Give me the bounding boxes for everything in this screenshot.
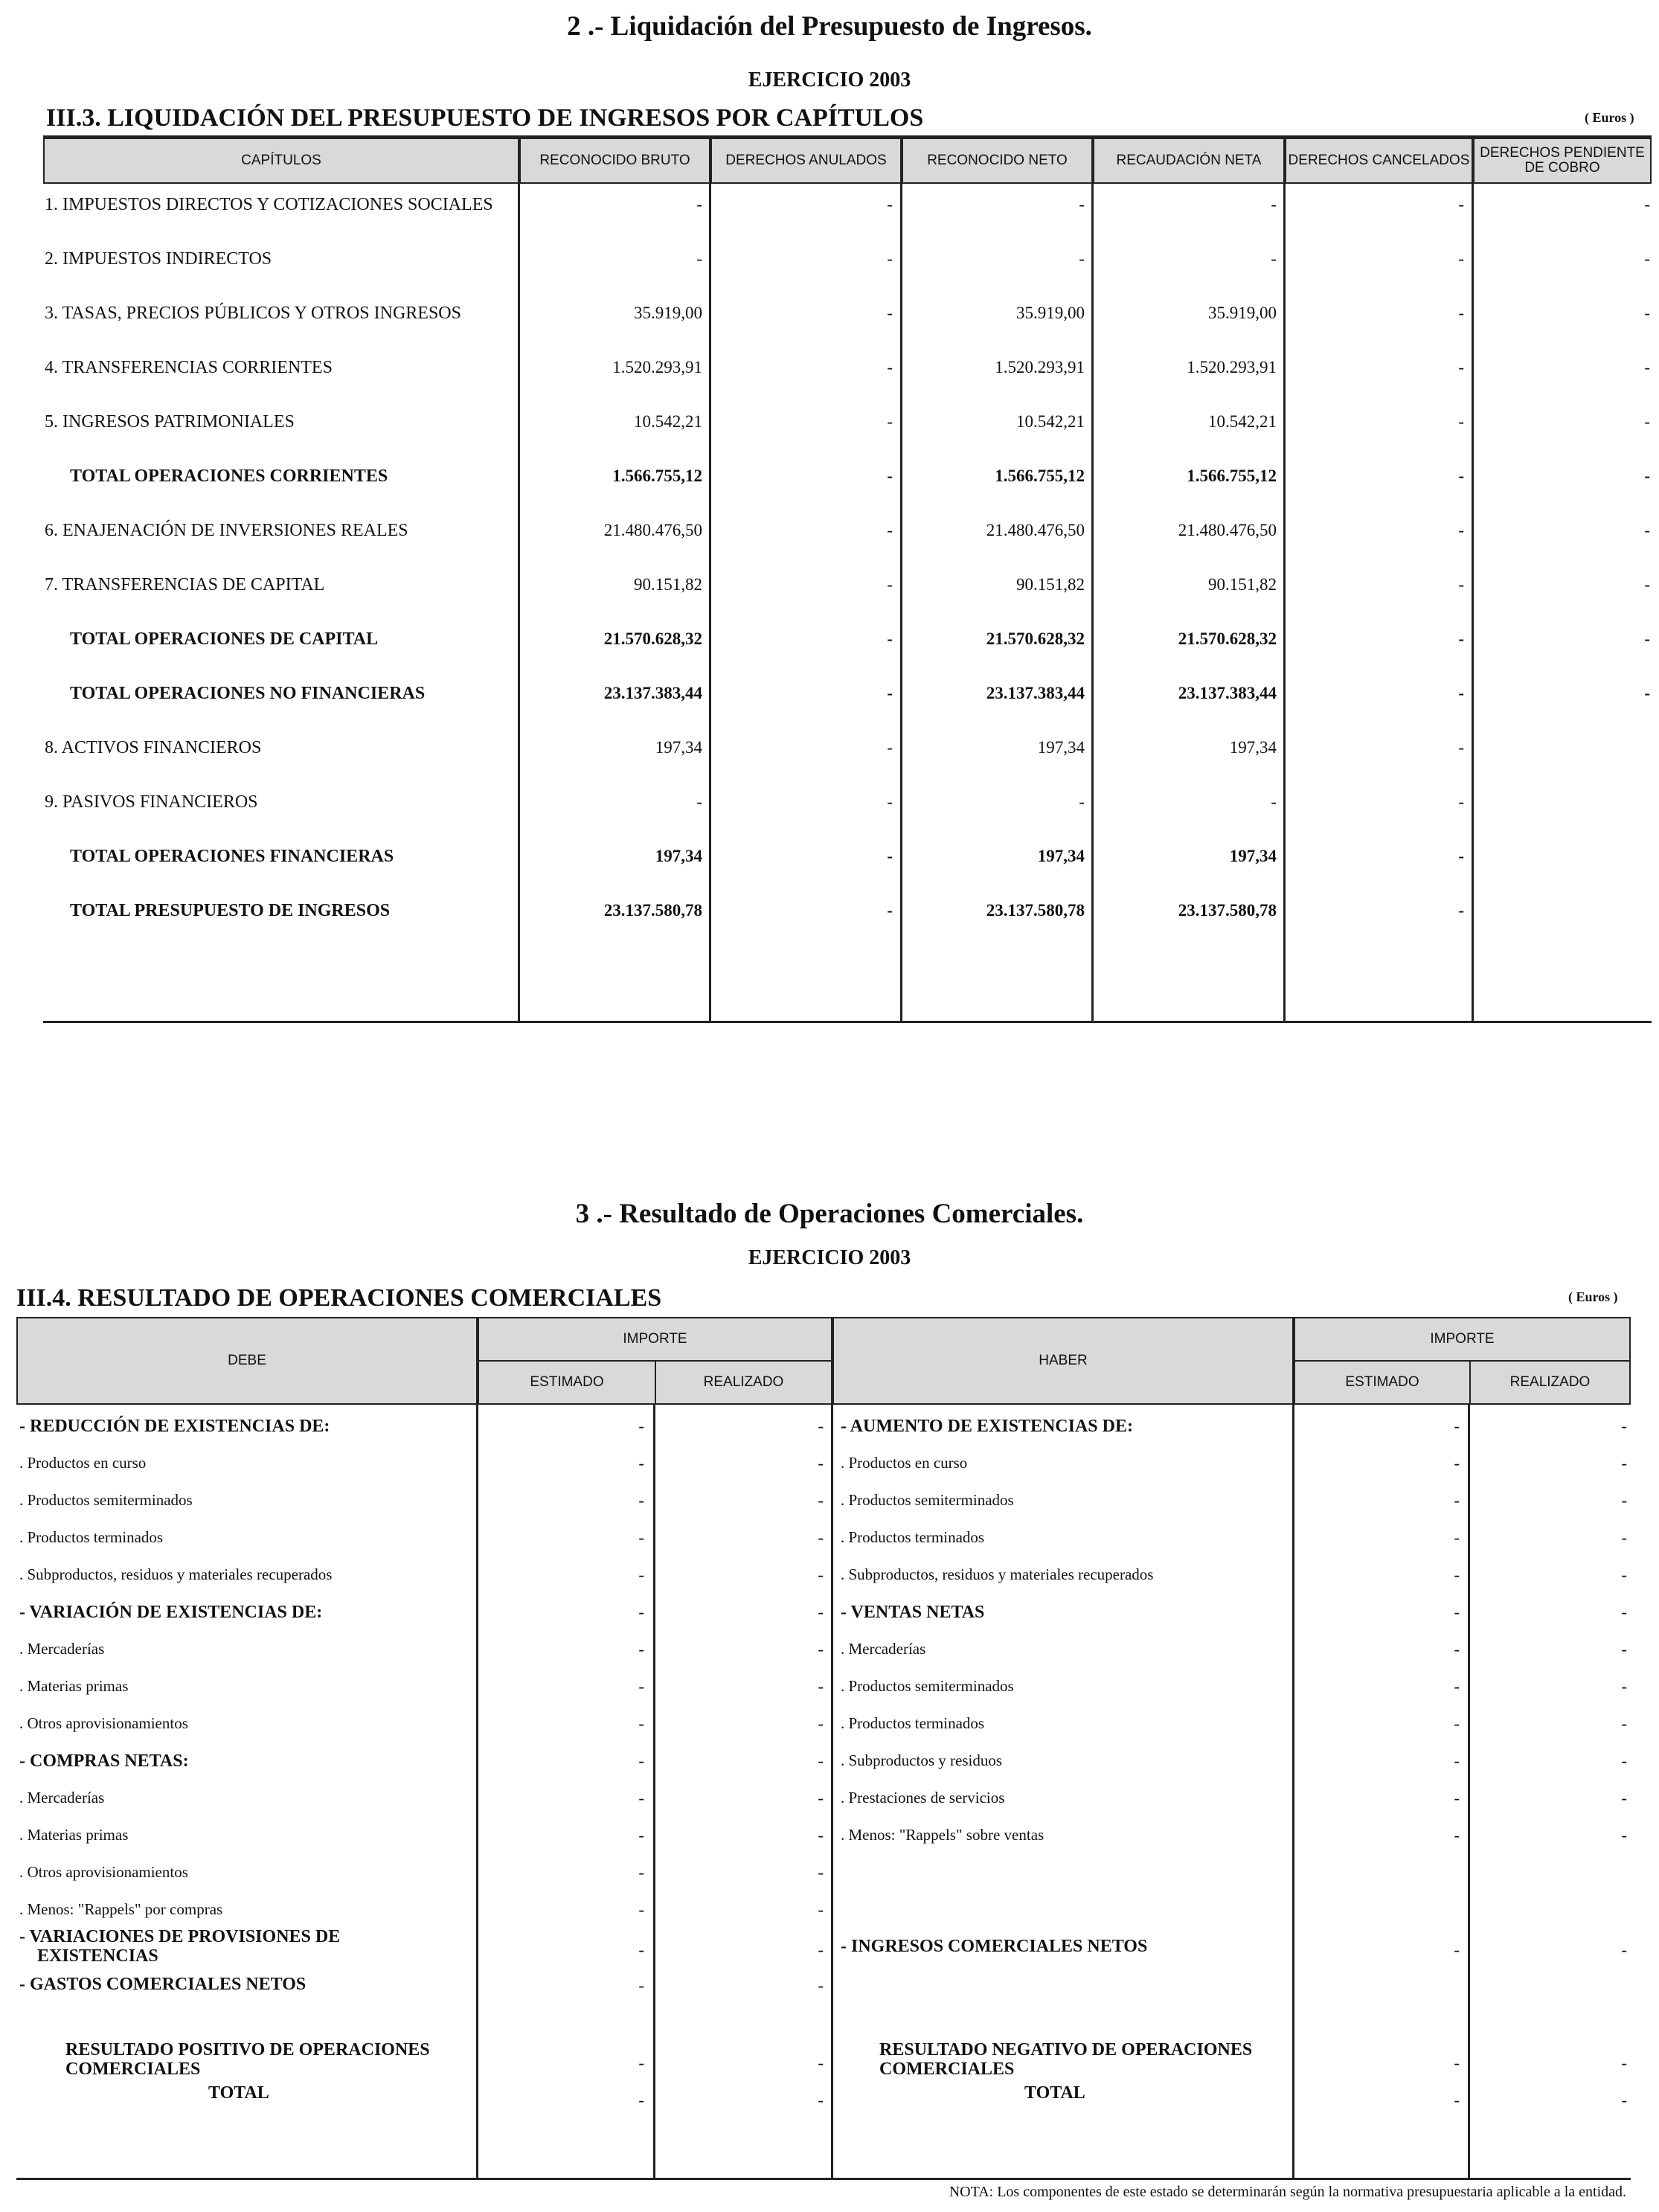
t2-hdr-realizado-debe: REALIZADO [655,1360,832,1405]
t2-debe-cell-real: - [818,1751,824,1770]
t1-cell-bruto: 35.919,00 [634,304,702,322]
t1-cell-neto: 197,34 [1037,847,1085,865]
t2-haber-cell-est: - [1454,1789,1460,1807]
t2-hdr-importe-haber: IMPORTE [1294,1317,1631,1362]
t2-haber-resultado: RESULTADO NEGATIVO DE OPERACIONES COMERCIALES [879,2040,1253,2079]
t2-haber-cell-real: - [1621,1528,1627,1547]
t2-hdr-debe: DEBE [16,1317,478,1405]
t2-debe-cell-est: - [638,1640,644,1658]
t1-cell-anulados: - [887,412,893,431]
t2-debe-row-label: . Productos semiterminados [19,1491,193,1509]
table2-title: III.4. RESULTADO DE OPERACIONES COMERCIALES [16,1284,662,1312]
t1-cell-bruto: 21.570.628,32 [603,629,702,648]
t1-row-label: TOTAL OPERACIONES FINANCIERAS [70,847,394,866]
t2-debe-resultado-real: - [818,2054,824,2072]
t2-debe-cell-est: - [638,1491,644,1510]
t1-cell-neto: - [1079,195,1085,214]
t1-cell-bruto: 21.480.476,50 [603,521,702,539]
t2-debe-cell-est: - [638,1900,644,1919]
t2-haber-cell-est: - [1454,1640,1460,1658]
t1-cell-anulados: - [887,358,893,376]
t1-cell-bruto: 90.151,82 [634,575,702,594]
t1-cell-cancelados: - [1458,847,1464,865]
t1-cell-cancelados: - [1458,304,1464,322]
t1-cell-recaudacion: 23.137.580,78 [1178,901,1277,920]
t1-cell-pendiente: - [1644,629,1650,648]
t1-cell-pendiente: - [1644,304,1650,322]
t2-debe-cell-real: - [818,1454,824,1472]
t1-cell-anulados: - [887,901,893,920]
t1-cell-cancelados: - [1458,195,1464,214]
t2-debe-cell-est: - [638,1677,644,1696]
t2-haber-cell-real: - [1621,1789,1627,1807]
t1-cell-neto: 23.137.580,78 [986,901,1085,920]
t2-haber-row-label: . Subproductos, residuos y materiales recuperados [841,1565,1154,1583]
t2-haber-row-label: . Productos semiterminados [841,1491,1014,1509]
t1-cell-recaudacion: 21.570.628,32 [1178,629,1277,648]
t1-col-pendiente-cobro: DERECHOS PENDIENTE DE COBRO [1473,138,1652,184]
t2-debe-row-label: . Subproductos, residuos y materiales recuperados [19,1565,333,1583]
t1-cell-bruto: 23.137.383,44 [603,684,702,702]
t2-haber-cell-real: - [1621,1417,1627,1435]
t1-cell-cancelados: - [1458,738,1464,757]
t2-debe-cell-real: - [818,1491,824,1510]
t2-haber-cell-real: - [1621,1714,1627,1733]
t1-cell-neto: 23.137.383,44 [986,684,1085,702]
t1-cell-pendiente: - [1644,358,1650,376]
t1-cell-pendiente: - [1644,249,1650,268]
t2-haber-row-label: . Menos: "Rappels" sobre ventas [841,1826,1045,1844]
t2-debe-resultado: RESULTADO POSITIVO DE OPERACIONES COMERCIALES [65,2040,430,2079]
t1-cell-bruto: 197,34 [655,738,702,757]
t1-cell-cancelados: - [1458,575,1464,594]
table1-units: ( Euros ) [1585,110,1634,125]
t1-cell-recaudacion: - [1271,195,1277,214]
t1-row-label: 2. IMPUESTOS INDIRECTOS [45,249,272,269]
t2-debe-cell-real: - [818,1417,824,1435]
t2-debe-cell-real: - [818,1826,824,1844]
t2-debe-cell-real: - [818,1714,824,1733]
t1-cell-anulados: - [887,521,893,539]
t2-haber-cell-est: - [1454,1826,1460,1844]
t1-cell-anulados: - [887,792,893,811]
t1-row-label: 8. ACTIVOS FINANCIEROS [45,738,262,757]
t2-haber-resultado-est: - [1454,2054,1460,2072]
t2-debe-row-label: . Otros aprovisionamientos [19,1714,188,1732]
t2-haber-cell-est: - [1454,1454,1460,1472]
t2-debe-row-label: . Productos en curso [19,1454,147,1472]
t1-row-label: 4. TRANSFERENCIAS CORRIENTES [45,358,333,377]
t1-cell-bruto: 23.137.580,78 [603,901,702,920]
t1-cell-neto: 21.570.628,32 [986,629,1085,648]
t1-cell-bruto: 197,34 [655,847,702,865]
section2-heading: 3 .- Resultado de Operaciones Comerciales. [575,1199,1084,1229]
t2-haber-resultado-real: - [1621,2054,1627,2072]
t1-row-label: TOTAL OPERACIONES NO FINANCIERAS [70,684,426,703]
t2-debe-cell-real: - [818,1900,824,1919]
t1-cell-cancelados: - [1458,684,1464,702]
t1-cell-recaudacion: 90.151,82 [1208,575,1277,594]
t1-cell-bruto: 1.566.755,12 [612,467,702,485]
t2-haber-cell-real: - [1621,1751,1627,1770]
t2-debe-cell-est: - [638,1417,644,1435]
t2-haber-row-label: . Productos terminados [841,1528,985,1546]
t1-cell-anulados: - [887,195,893,214]
t1-cell-neto: 197,34 [1037,738,1085,757]
t1-row-label: 9. PASIVOS FINANCIEROS [45,792,258,812]
t1-cell-neto: 90.151,82 [1016,575,1085,594]
t2-debe-cell-real: - [818,1603,824,1621]
t2-hdr-haber: HABER [832,1317,1294,1405]
t2-debe-gastos: - GASTOS COMERCIALES NETOS [19,1975,307,1994]
t2-haber-row-label: . Prestaciones de servicios [841,1789,1005,1807]
t1-col-derechos-cancelados: DERECHOS CANCELADOS [1285,138,1473,184]
t2-debe-cell-est: - [638,1565,644,1584]
t2-debe-total-real: - [818,2091,824,2109]
t2-haber-cell-real: - [1621,1603,1627,1621]
t1-cell-anulados: - [887,575,893,594]
t1-cell-anulados: - [887,249,893,268]
t2-debe-cell-est: - [638,1603,644,1621]
t2-haber-total: TOTAL [1024,2083,1085,2103]
t1-cell-neto: 35.919,00 [1016,304,1085,322]
t2-debe-cell-real: - [818,1640,824,1658]
t2-debe-row-label: . Productos terminados [19,1528,164,1546]
t1-cell-pendiente: - [1644,575,1650,594]
t2-haber-total-est: - [1454,2091,1460,2109]
t2-debe-cell-real: - [818,1789,824,1807]
t2-haber-cell-real: - [1621,1826,1627,1844]
t2-debe-gastos-est: - [638,1976,644,1995]
table2-units: ( Euros ) [1568,1289,1618,1304]
table2 [16,1317,1631,2187]
t1-cell-anulados: - [887,629,893,648]
t1-col-capitulos: CAPÍTULOS [43,138,519,184]
t1-cell-pendiente: - [1644,195,1650,214]
t2-debe-total-est: - [638,2091,644,2109]
t1-cell-recaudacion: 197,34 [1229,738,1277,757]
t2-haber-ingresos: - INGRESOS COMERCIALES NETOS [841,1937,1148,1956]
t2-debe-cell-est: - [638,1826,644,1844]
t1-cell-cancelados: - [1458,792,1464,811]
table1 [43,135,1652,1025]
section1-heading: 2 .- Liquidación del Presupuesto de Ingresos. [567,11,1092,42]
t1-cell-neto: 10.542,21 [1016,412,1085,431]
t1-cell-recaudacion: 1.566.755,12 [1187,467,1277,485]
t1-cell-neto: 1.520.293,91 [995,358,1085,376]
t1-cell-neto: - [1079,792,1085,811]
t2-hdr-importe-debe: IMPORTE [478,1317,832,1362]
t2-haber-row-label: . Productos terminados [841,1714,985,1732]
t2-debe-resultado-est: - [638,2054,644,2072]
t1-cell-recaudacion: - [1271,792,1277,811]
t1-cell-cancelados: - [1458,412,1464,431]
t1-cell-pendiente: - [1644,684,1650,702]
t2-haber-row-label: . Subproductos y residuos [841,1751,1002,1769]
t2-haber-row-label: . Productos semiterminados [841,1677,1014,1695]
t2-haber-cell-est: - [1454,1565,1460,1584]
t2-debe-row-label: . Otros aprovisionamientos [19,1863,188,1881]
t2-debe-cell-est: - [638,1863,644,1882]
t1-row-label: TOTAL OPERACIONES CORRIENTES [70,467,388,486]
t2-debe-row-label: . Menos: "Rappels" por compras [19,1900,223,1918]
t2-haber-row-label: - AUMENTO DE EXISTENCIAS DE: [841,1417,1133,1436]
t1-col-reconocido-bruto: RECONOCIDO BRUTO [519,138,710,184]
t1-row-label: 6. ENAJENACIÓN DE INVERSIONES REALES [45,521,408,540]
t1-cell-bruto: - [696,195,702,214]
t1-cell-cancelados: - [1458,249,1464,268]
t1-cell-recaudacion: 35.919,00 [1208,304,1277,322]
t1-cell-pendiente: - [1644,412,1650,431]
t1-cell-pendiente: - [1644,521,1650,539]
t2-haber-row-label: - VENTAS NETAS [841,1603,985,1622]
t1-cell-neto: - [1079,249,1085,268]
t2-haber-ingresos-real: - [1621,1940,1627,1959]
t2-haber-cell-real: - [1621,1491,1627,1510]
t1-cell-bruto: 10.542,21 [634,412,702,431]
t1-col-reconocido-neto: RECONOCIDO NETO [902,138,1093,184]
t1-cell-bruto: 1.520.293,91 [612,358,702,376]
t2-debe-cell-est: - [638,1714,644,1733]
t1-cell-anulados: - [887,847,893,865]
t2-haber-cell-est: - [1454,1417,1460,1435]
t1-cell-cancelados: - [1458,901,1464,920]
t2-debe-row-label: - VARIACIÓN DE EXISTENCIAS DE: [19,1603,323,1622]
t2-hdr-estimado-debe: ESTIMADO [478,1360,656,1405]
t1-row-label: 1. IMPUESTOS DIRECTOS Y COTIZACIONES SOCIALES [45,195,493,214]
t2-haber-cell-real: - [1621,1640,1627,1658]
t1-cell-recaudacion: 23.137.383,44 [1178,684,1277,702]
t2-debe-row-label: . Materias primas [19,1677,129,1695]
t1-cell-recaudacion: 10.542,21 [1208,412,1277,431]
t1-cell-recaudacion: 21.480.476,50 [1178,521,1277,539]
t2-haber-ingresos-est: - [1454,1940,1460,1959]
t1-cell-neto: 21.480.476,50 [986,521,1085,539]
t1-cell-recaudacion: 1.520.293,91 [1187,358,1277,376]
t2-debe-variaciones-real: - [818,1940,824,1959]
t1-cell-bruto: - [696,249,702,268]
t1-cell-cancelados: - [1458,358,1464,376]
footnote: NOTA: Los componentes de este estado se determinarán según la normativa presupuestaria aplicable a la entidad. [949,2184,1626,2200]
t1-cell-neto: 1.566.755,12 [995,467,1085,485]
t1-row-label: 5. INGRESOS PATRIMONIALES [45,412,295,432]
t2-haber-cell-est: - [1454,1751,1460,1770]
t1-col-derechos-anulados: DERECHOS ANULADOS [710,138,902,184]
t2-debe-row-label: - REDUCCIÓN DE EXISTENCIAS DE: [19,1417,330,1436]
t2-haber-cell-real: - [1621,1454,1627,1472]
t1-cell-anulados: - [887,684,893,702]
t2-debe-cell-real: - [818,1565,824,1584]
t2-debe-cell-est: - [638,1751,644,1770]
section2-year: EJERCICIO 2003 [748,1246,911,1269]
t2-debe-row-label: . Mercaderías [19,1789,105,1807]
t1-cell-anulados: - [887,738,893,757]
t2-debe-row-label: - COMPRAS NETAS: [19,1751,189,1771]
t2-debe-gastos-real: - [818,1976,824,1995]
t2-debe-cell-est: - [638,1454,644,1472]
t2-haber-cell-est: - [1454,1491,1460,1510]
t2-haber-cell-real: - [1621,1565,1627,1584]
t2-haber-cell-est: - [1454,1528,1460,1547]
section1-year: EJERCICIO 2003 [748,68,911,92]
t1-cell-pendiente: - [1644,467,1650,485]
t1-cell-anulados: - [887,467,893,485]
t1-row-label: TOTAL PRESUPUESTO DE INGRESOS [70,901,391,920]
t1-cell-recaudacion: 197,34 [1229,847,1277,865]
table1-title: III.3. LIQUIDACIÓN DEL PRESUPUESTO DE INGRESOS POR CAPÍTULOS [46,104,924,132]
t2-haber-total-real: - [1621,2091,1627,2109]
t2-debe-row-label: . Materias primas [19,1826,129,1844]
t1-cell-bruto: - [696,792,702,811]
t1-cell-recaudacion: - [1271,249,1277,268]
t1-cell-cancelados: - [1458,521,1464,539]
t2-haber-cell-real: - [1621,1677,1627,1696]
t1-row-label: 7. TRANSFERENCIAS DE CAPITAL [45,575,325,594]
t2-hdr-realizado-haber: REALIZADO [1469,1360,1631,1405]
t2-hdr-estimado-haber: ESTIMADO [1294,1360,1471,1405]
t1-col-recaudacion-neta: RECAUDACIÓN NETA [1093,138,1285,184]
t1-cell-cancelados: - [1458,629,1464,648]
t2-debe-cell-real: - [818,1677,824,1696]
t1-row-label: TOTAL OPERACIONES DE CAPITAL [70,629,379,649]
t2-debe-total: TOTAL [208,2083,269,2103]
t2-debe-cell-real: - [818,1863,824,1882]
t2-debe-variaciones-est: - [638,1940,644,1959]
t1-row-label: 3. TASAS, PRECIOS PÚBLICOS Y OTROS INGRESOS [45,304,461,323]
t2-debe-cell-real: - [818,1528,824,1547]
t2-haber-cell-est: - [1454,1714,1460,1733]
t2-haber-cell-est: - [1454,1603,1460,1621]
t1-cell-cancelados: - [1458,467,1464,485]
t2-haber-cell-est: - [1454,1677,1460,1696]
t1-cell-anulados: - [887,304,893,322]
t2-debe-row-label: . Mercaderías [19,1640,105,1658]
t2-haber-row-label: . Mercaderías [841,1640,926,1658]
t2-haber-row-label: . Productos en curso [841,1454,968,1472]
t2-debe-cell-est: - [638,1789,644,1807]
t2-debe-cell-est: - [638,1528,644,1547]
t2-debe-variaciones: - VARIACIONES DE PROVISIONES DE EXISTENCIAS [19,1927,341,1966]
